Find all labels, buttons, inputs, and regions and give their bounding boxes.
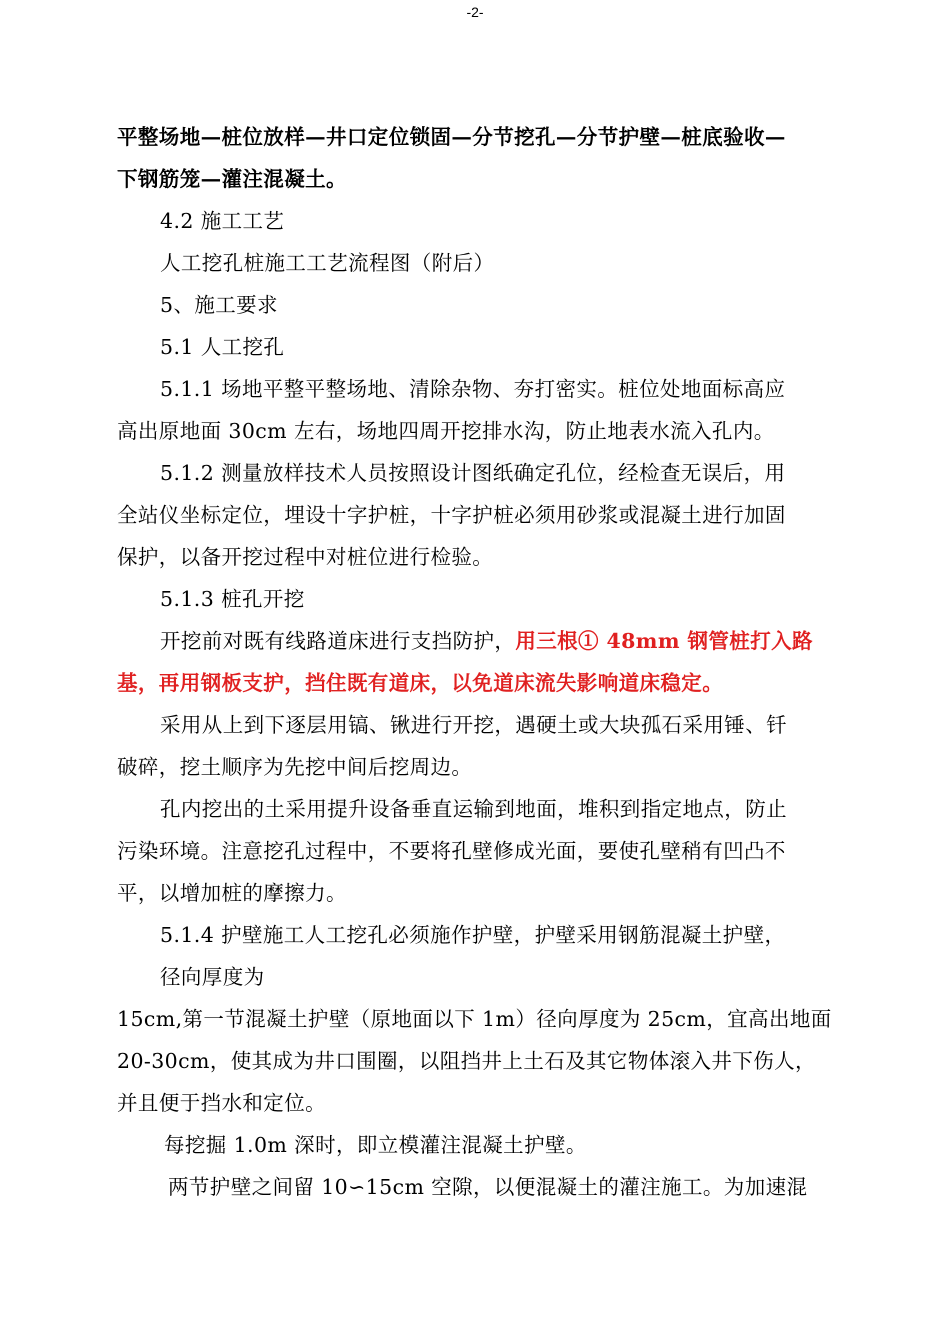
- text-line: 两节护壁之间留 10∽15cm 空隙，以便混凝土的灌注施工。为加速混: [168, 1175, 808, 1199]
- text-line: 并且便于挡水和定位。: [117, 1091, 326, 1115]
- text-line: 污染环境。注意挖孔过程中，不要将孔壁修成光面，要使孔壁稍有凹凸不: [117, 839, 786, 863]
- text-line: 高出原地面 30cm 左右，场地四周开挖排水沟，防止地表水流入孔内。: [117, 419, 775, 443]
- text-line: 平，以增加桩的摩擦力。: [117, 881, 347, 905]
- text-line: 15cm,第一节混凝土护壁（原地面以下 1m）径向厚度为 25cm，宜高出地面: [117, 1007, 832, 1031]
- text-line: 5.1.4 护壁施工人工挖孔必须施作护壁，护壁采用钢筋混凝土护壁，: [160, 923, 786, 947]
- section-heading: 4.2 施工工艺: [160, 209, 285, 233]
- text-line: 采用从上到下逐层用镐、锹进行开挖，遇硬土或大块孤石采用锤、钎: [160, 713, 787, 737]
- text-line: 下钢筋笼—灌注混凝土。: [117, 167, 347, 191]
- text-segment: 开挖前对既有线路道床进行支挡防护，: [160, 629, 516, 653]
- section-heading: 5.1 人工挖孔: [160, 335, 285, 359]
- section-heading: 5、施工要求: [160, 293, 278, 317]
- document-body: [117, 116, 839, 1208]
- highlighted-text: 基，再用钢板支护，挡住既有道床，以免道床流失影响道床稳定。: [117, 671, 724, 695]
- text-line: 20-30cm，使其成为井口围圈，以阻挡井上土石及其它物体滚入井下伤人，: [117, 1049, 816, 1073]
- text-line: 全站仪坐标定位，埋设十字护桩，十字护桩必须用砂浆或混凝土进行加固: [117, 503, 786, 527]
- section-heading: 5.1.3 桩孔开挖: [160, 587, 305, 611]
- page-number: -2-: [466, 4, 484, 20]
- text-line-mixed: [117, 620, 839, 662]
- text-line: 5.1.1 场地平整平整场地、清除杂物、夯打密实。桩位处地面标高应: [160, 377, 786, 401]
- text-line: 5.1.2 测量放样技术人员按照设计图纸确定孔位，经检查无误后，用: [160, 461, 786, 485]
- text-line: 保护，以备开挖过程中对桩位进行检验。: [117, 545, 494, 569]
- text-line: 每挖掘 1.0m 深时，即立模灌注混凝土护壁。: [164, 1133, 587, 1157]
- text-line: 平整场地—桩位放样—井口定位锁固—分节挖孔—分节护壁—桩底验收—: [117, 125, 786, 149]
- text-line: 径向厚度为: [160, 965, 265, 989]
- text-line: 破碎，挖土顺序为先挖中间后挖周边。: [117, 755, 473, 779]
- text-line: 孔内挖出的土采用提升设备垂直运输到地面，堆积到指定地点，防止: [160, 797, 787, 821]
- highlighted-text: 用三根① 48mm 钢管桩打入路: [515, 629, 813, 653]
- text-line: 人工挖孔桩施工工艺流程图（附后）: [160, 251, 495, 275]
